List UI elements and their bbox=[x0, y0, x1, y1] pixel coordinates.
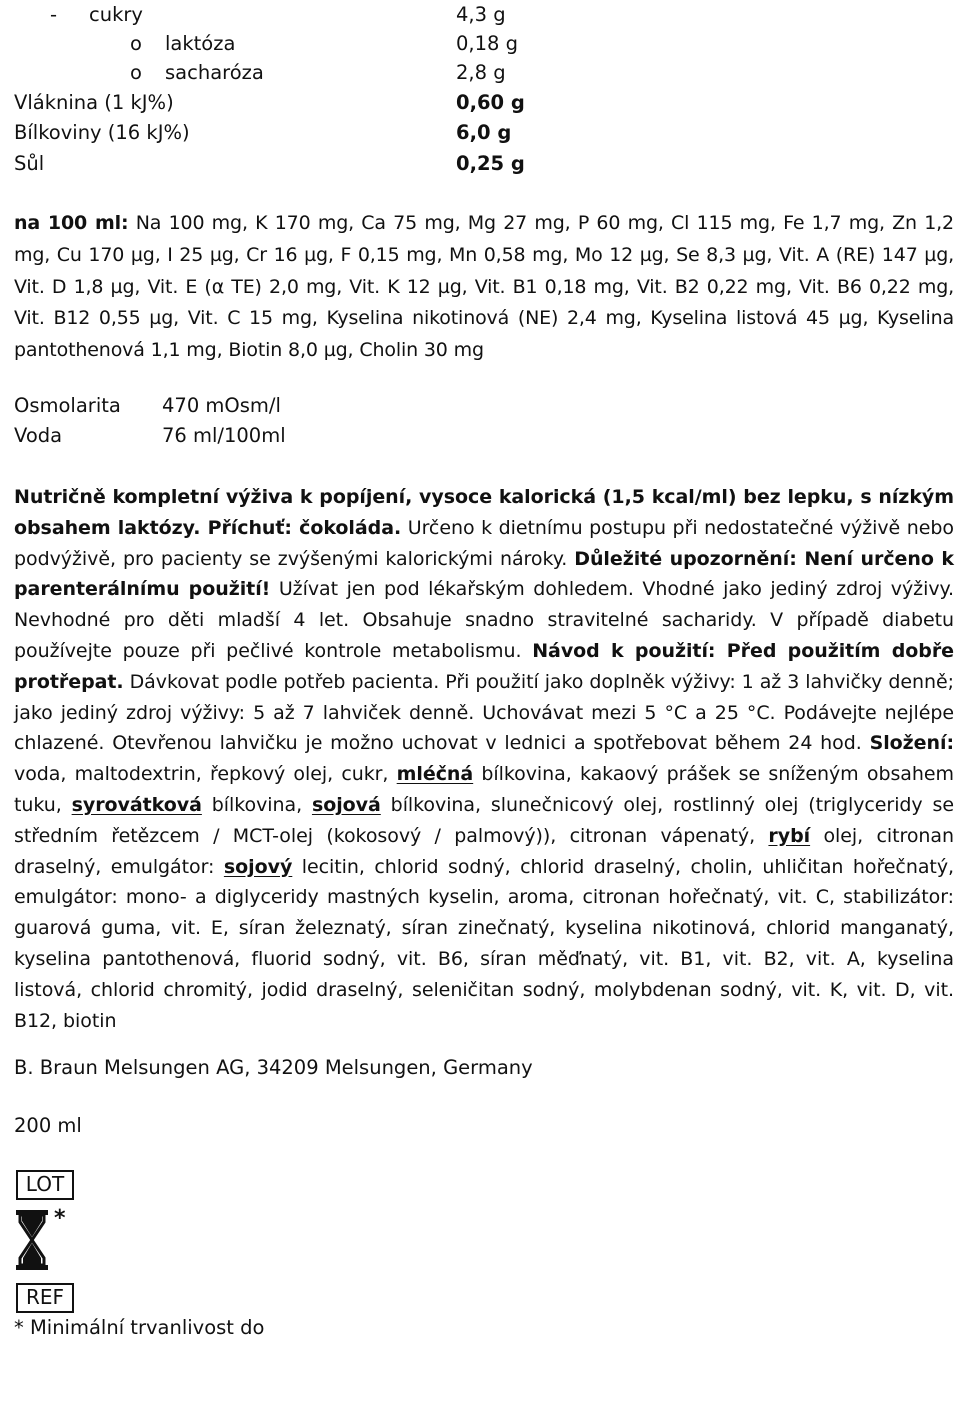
osmolarity-value: 470 mOsm/l bbox=[162, 394, 281, 417]
description-paragraph bbox=[14, 482, 954, 1036]
allergen-soy-lecithin: sojový bbox=[223, 855, 293, 878]
lot-symbol bbox=[16, 1170, 74, 1200]
row-bullet: o bbox=[130, 61, 142, 84]
composition-text-3: bílkovina, bbox=[201, 793, 312, 816]
allergen-soy: sojová bbox=[311, 793, 381, 816]
row-value: 0,18 g bbox=[456, 32, 518, 55]
hourglass-icon bbox=[16, 1210, 48, 1270]
row-label: Vláknina (1 kJ%) bbox=[14, 91, 174, 114]
row-label: Sůl bbox=[14, 152, 45, 175]
lot-label: LOT bbox=[16, 1170, 74, 1200]
osmolarity-label: Osmolarita bbox=[14, 394, 121, 417]
ref-symbol bbox=[16, 1283, 74, 1313]
warning-bold: Důležité upozornění: Není určeno k parenterálnímu použití! bbox=[14, 547, 954, 601]
row-dash: - bbox=[50, 3, 58, 26]
row-value: 0,60 g bbox=[456, 91, 525, 114]
description-text-2: Užívat jen pod lékařským dohledem. Vhodné jako jediný zdroj výživy. Nevhodné pro děti mladší 4 let. Obsahuje snadno stravitelné sacharidy. V případě diabetu používejte pouze při pečlivé kontrole metabolismu. bbox=[14, 578, 954, 662]
per-100ml-label: na 100 ml: bbox=[14, 212, 129, 234]
allergen-milk: mléčná bbox=[396, 763, 474, 786]
water-label: Voda bbox=[14, 424, 63, 447]
row-label: laktóza bbox=[165, 32, 236, 55]
composition-label: Složení: bbox=[869, 732, 954, 755]
row-value: 0,25 g bbox=[456, 152, 525, 175]
description-text-1: Určeno k dietnímu postupu při nedostatečné výživě nebo podvýživě, pro pacienty se zvýšenými kalorickými nároky. bbox=[14, 516, 954, 570]
hourglass-asterisk: * bbox=[54, 1206, 66, 1231]
composition-text-1: voda, maltodextrin, řepkový olej, cukr, bbox=[14, 763, 397, 786]
allergen-fish: rybí bbox=[768, 824, 811, 847]
description-bold-1: Nutričně kompletní výživa k popíjení, vysoce kalorická (1,5 kcal/ml) bez lepku, s nízkým obsahem laktózy. Příchuť: čokoláda. bbox=[14, 486, 954, 539]
row-value: 4,3 g bbox=[456, 3, 506, 26]
usage-bold: Návod k použití: Před použitím dobře protřepat. bbox=[14, 639, 955, 693]
row-value: 2,8 g bbox=[456, 61, 506, 84]
footnote: * Minimální trvanlivost do bbox=[14, 1316, 265, 1339]
row-label: sacharóza bbox=[165, 61, 264, 84]
per-100ml-text: Na 100 mg, K 170 mg, Ca 75 mg, Mg 27 mg, P 60 mg, Cl 115 mg, Fe 1,7 mg, Zn 1,2 mg, Cu 170 µg, I 25 µg, Cr 16 µg, F 0,15 mg, Mn 0,58 mg, Mo 12 µg, Se 8,3 µg, Vit. A (RE) 147 µg, Vit. D 1,8 µg, Vit. E (α TE) 2,0 mg, Vit. K 12 µg, Vit. B1 0,18 mg, Vit. B2 0,22 mg, Vit. B6 0,22 mg, Vit. B12 0,55 µg, Vit. C 15 mg, Kyselina nikotinová (NE) 2,4 mg, Kyselina listová 45 µg, Kyselina pantothenová 1,1 mg, Biotin 8,0 µg, Cholin 30 mg bbox=[14, 212, 954, 362]
row-label: Bílkoviny (16 kJ%) bbox=[14, 121, 190, 144]
composition-text-2: bílkovina, kakaový prášek se sníženým obsahem tuku, bbox=[14, 763, 954, 816]
hourglass-symbol bbox=[16, 1206, 66, 1274]
composition-text-6: lecitin, chlorid sodný, chlorid draselný, cholin, uhličitan hořečnatý, emulgátor: mono- a diglyceridy mastných kyselin, aroma, citronan hořečnatý, vit. C, stabilizátor: guarová guma, vit. E, síran železnatý, síran zinečnatý, kyselina nikotinová, chlorid manganatý, kyselina pantothenová, fluorid sodný, vit. B6, síran měďnatý, vit. B1, vit. B2, vit. A, kyselina listová, chlorid chromitý, jodid draselný, seleničitan sodný, molybdenan sodný, vit. K, vit. D, vit. B12, biotin bbox=[14, 855, 955, 1032]
per-100ml-paragraph bbox=[14, 208, 954, 367]
water-value: 76 ml/100ml bbox=[162, 424, 286, 447]
composition-text-5: olej, citronan draselný, emulgátor: bbox=[14, 824, 954, 878]
row-bullet: o bbox=[130, 32, 142, 55]
composition-text-4: bílkovina, slunečnicový olej, rostlinný olej (triglyceridy se středním řetězcem / MCT-olej (kokosový / palmový)), citronan vápenatý, bbox=[14, 793, 954, 847]
row-label: cukry bbox=[89, 3, 143, 26]
volume: 200 ml bbox=[14, 1114, 82, 1137]
description-text-3: Dávkovat podle potřeb pacienta. Při použití jako doplněk výživy: 1 až 3 lahvičky denně; jako jediný zdroj výživy: 5 až 7 lahviček denně. Uchovávat mezi 5 °C a 25 °C. Podávejte nejlépe chlazené. Otevřenou lahvičku je možno uchovat v lednici a spotřebovat během 24 hod. bbox=[14, 670, 954, 755]
allergen-whey: syrovátková bbox=[71, 793, 202, 816]
row-value: 6,0 g bbox=[456, 121, 512, 144]
manufacturer: B. Braun Melsungen AG, 34209 Melsungen, Germany bbox=[14, 1056, 533, 1079]
ref-label: REF bbox=[16, 1283, 74, 1313]
